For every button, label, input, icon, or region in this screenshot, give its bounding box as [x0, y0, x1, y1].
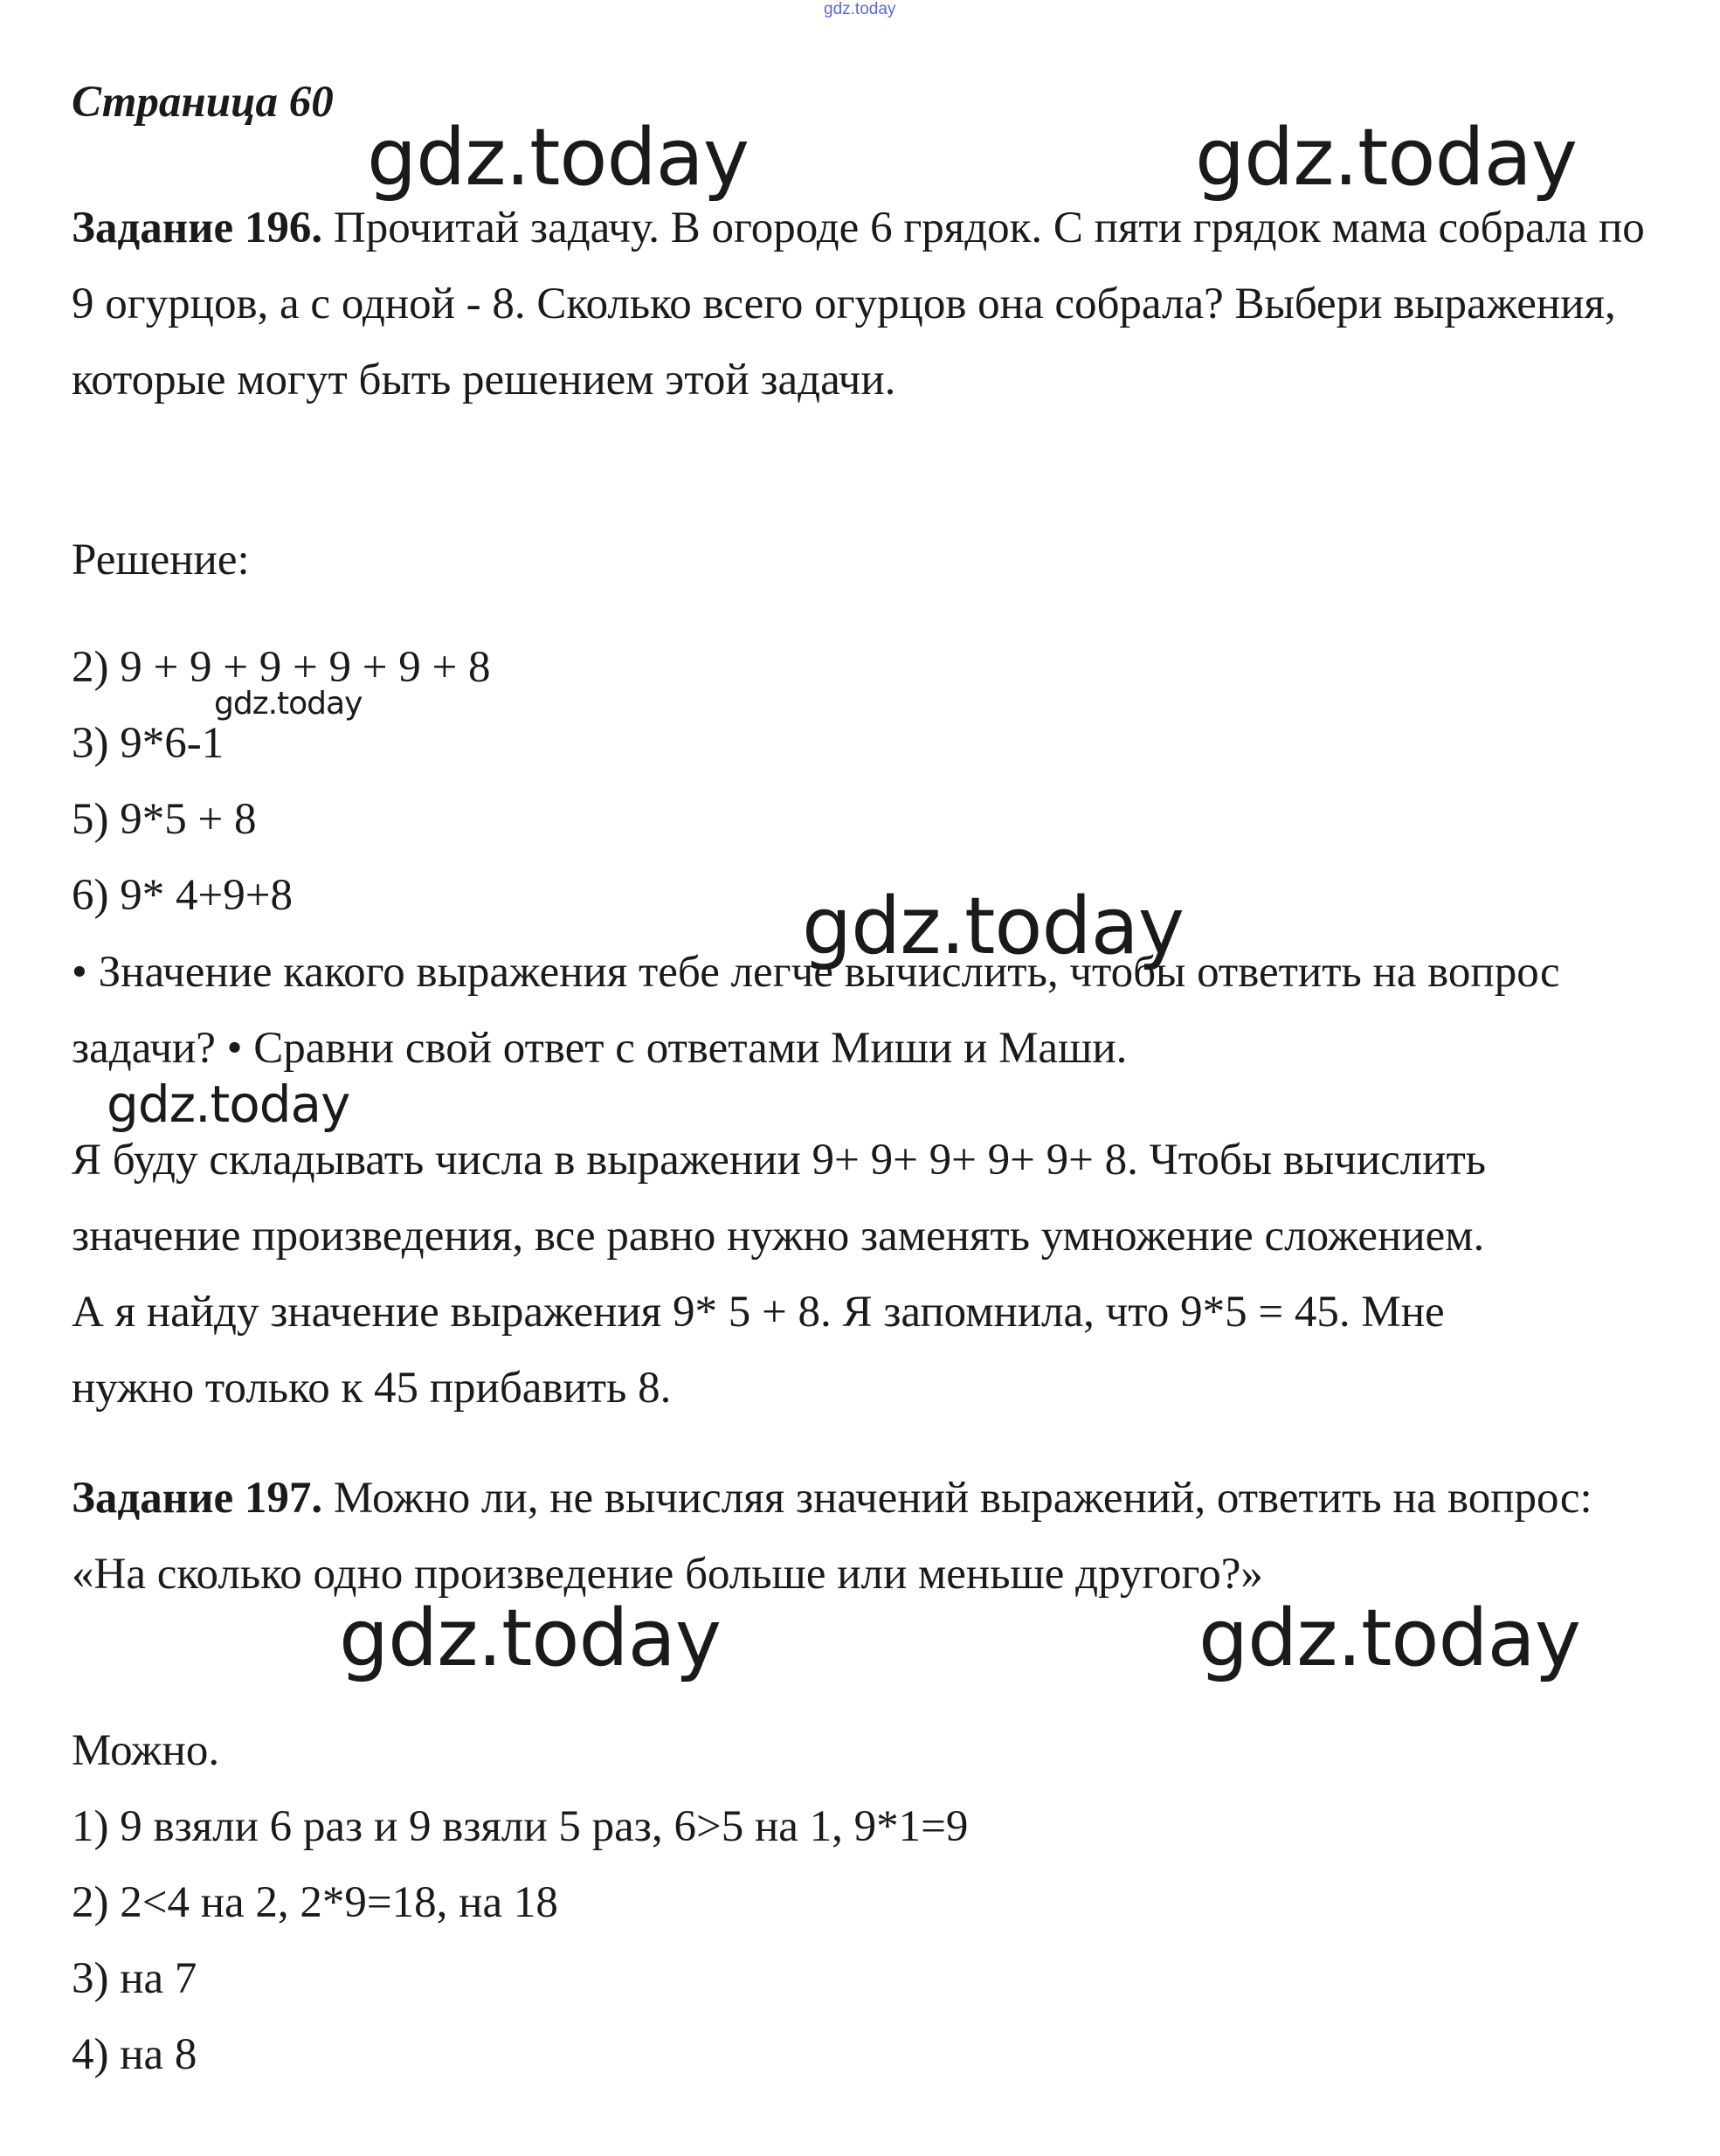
watermark-text: gdz.today — [802, 881, 1185, 972]
task-196-question: • Значение какого выражения тебе легче вычислить, чтобы ответить на вопрос задачи? • Сравни свой ответ с ответами Миши и Маши. — [72, 948, 1560, 1073]
task-196-explanation: Я буду складывать числа в выражении 9+ 9+ 9+ 9+ 9+ 8. Чтобы вычислить значение произведения, все равно нужно заменять умножение сложением. А я найду значение выражения 9* 5 + 8. Я запомнила, что 9*5 = 45. Мне нужно только к 45 прибавить 8. — [72, 1136, 1487, 1413]
task-196-answer: 5) 9*5 + 8 — [72, 795, 257, 844]
task-196-answer: 2) 9 + 9 + 9 + 9 + 9 + 8 — [72, 643, 491, 692]
watermark-text: gdz.today — [339, 1593, 722, 1684]
task-196-answer: 6) 9* 4+9+8 — [72, 871, 294, 920]
task-197-answer: 2) 2<4 на 2, 2*9=18, на 18 — [72, 1878, 558, 1927]
page-title: Страница 60 — [72, 78, 334, 127]
task-197-label: Задание 197. — [72, 1474, 323, 1523]
watermark-text: gdz.today — [367, 112, 749, 204]
solution-label: Решение: — [72, 536, 250, 584]
task-196-text: Прочитай задачу. В огороде 6 грядок. С пяти грядок мама собрала по 9 огурцов, а с одной - 8. Сколько всего огурцов она собрала? Выбери выражения, которые могут быть решением этой задачи. — [72, 204, 1645, 404]
watermark-text: gdz.today — [107, 1075, 350, 1134]
task-197-statement — [72, 1461, 1627, 1613]
task-197-answer: 3) на 7 — [72, 1954, 197, 2003]
task-197-answer: 4) на 8 — [72, 2030, 197, 2079]
task-197-text: Можно ли, не вычисляя значений выражений, ответить на вопрос: «На сколько одно произведение больше или меньше другого?» — [72, 1474, 1592, 1599]
watermark-text: gdz.today — [1198, 1593, 1581, 1684]
watermark-text: gdz.today — [214, 686, 363, 722]
task-197-answer: 1) 9 взяли 6 раз и 9 взяли 5 раз, 6>5 на 1, 9*1=9 — [72, 1802, 969, 1851]
task-196-label: Задание 196. — [72, 204, 323, 252]
watermark-text: gdz.today — [1195, 112, 1578, 204]
task-196-statement — [72, 190, 1653, 418]
task-196-answer: 3) 9*6-1 — [72, 719, 224, 768]
task-197-answer-intro: Можно. — [72, 1726, 220, 1775]
top-watermark: gdz.today — [824, 0, 896, 18]
